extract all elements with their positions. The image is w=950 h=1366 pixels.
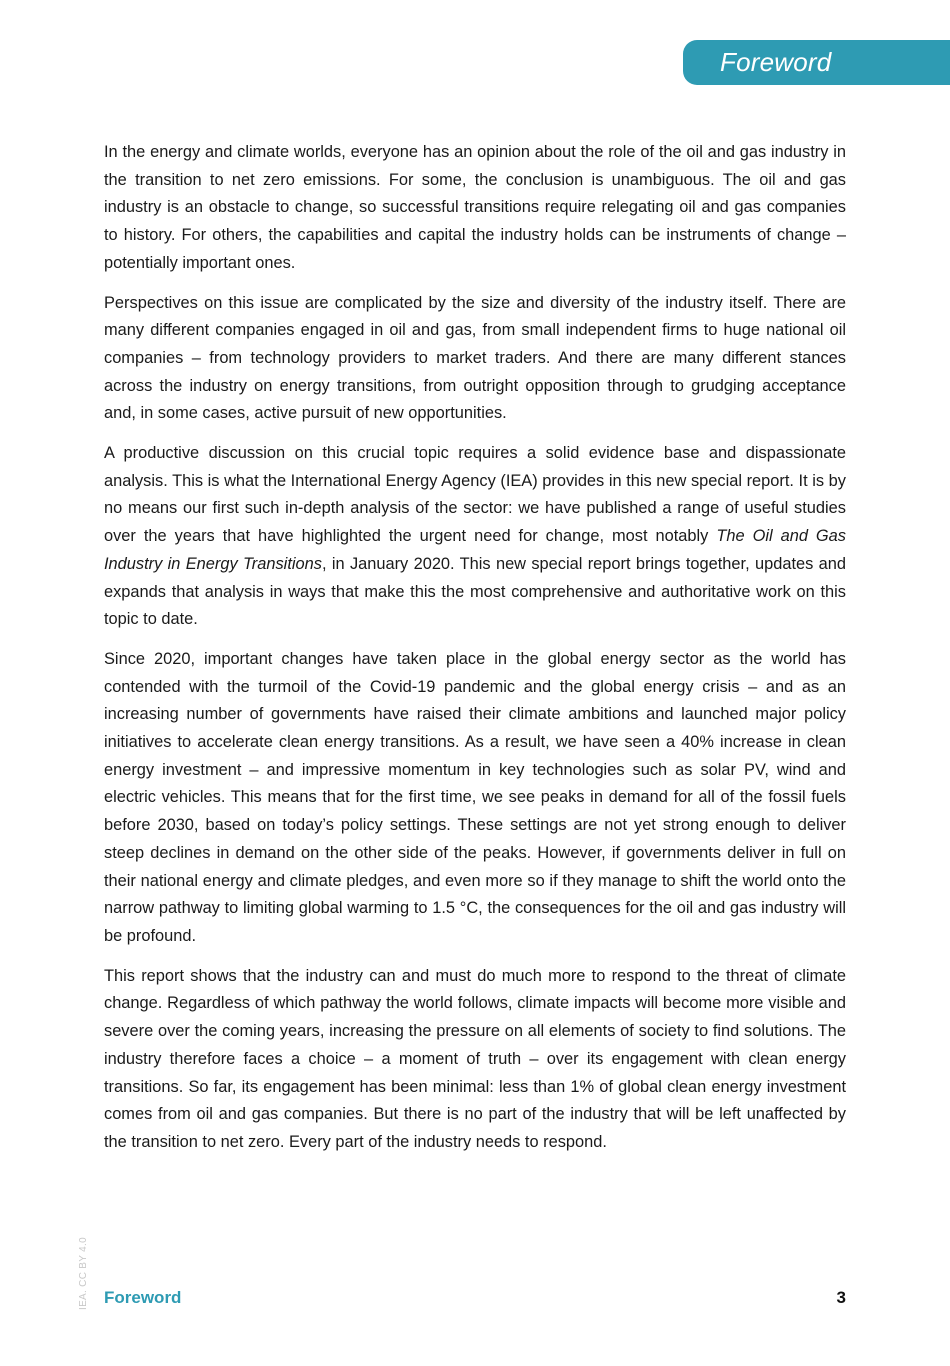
footer-section-label: Foreword	[104, 1288, 182, 1307]
license-credit: IEA. CC BY 4.0	[78, 1237, 89, 1310]
report-title-citation: The Oil and Gas Industry in Energy Transitions	[104, 527, 846, 573]
paragraph-3-text-after: , in January 2020. This new special report brings together, updates and expands that analysis in ways that make this the most comprehensive and authoritative work on this topic to date.	[104, 554, 846, 629]
page-number: 3	[836, 1288, 846, 1307]
paragraph-3	[104, 440, 846, 634]
paragraph-1: In the energy and climate worlds, everyone has an opinion about the role of the oil and gas industry in the transition to net zero emissions. For some, the conclusion is unambiguous. The oil and gas industry is an obstacle to change, so successful transitions require relegating oil and gas companies to history. For others, the capabilities and capital the industry holds can be instruments of change – potentially important ones.	[104, 143, 846, 272]
section-header-title: Foreword	[720, 47, 832, 77]
paragraph-4: Since 2020, important changes have taken place in the global energy sector as the world has contended with the turmoil of the Covid-19 pandemic and the global energy crisis – and as an increasing number of governments have raised their climate ambitions and launched major policy initiatives to accelerate clean energy transitions. As a result, we have seen a 40% increase in clean energy investment – and impressive momentum in key technologies such as solar PV, wind and electric vehicles. This means that for the first time, we see peaks in demand for all of the fossil fuels before 2030, based on today’s policy settings. These settings are not yet strong enough to deliver steep declines in demand on the other side of the peaks. However, if governments deliver in full on their national energy and climate pledges, and even more so if they manage to shift the world onto the narrow pathway to limiting global warming to 1.5 °C, the consequences for the oil and gas industry will be profound.	[104, 649, 846, 945]
paragraph-3-text-before: A productive discussion on this crucial topic requires a solid evidence base and dispassionate analysis. This is what the International Energy Agency (IEA) provides in this new special report. It is by no means our first such in-depth analysis of the sector: we have published a range of useful studies over the years that have highlighted the urgent need for change, most notably	[104, 444, 846, 546]
paragraph-5: This report shows that the industry can and must do much more to respond to the threat of climate change. Regardless of which pathway the world follows, climate impacts will become more visible and severe over the coming years, increasing the pressure on all elements of society to find solutions. The industry therefore faces a choice – a moment of truth – over its engagement with clean energy transitions. So far, its engagement has been minimal: less than 1% of global clean energy investment comes from oil and gas companies. But there is no part of the industry that will be left unaffected by the transition to net zero. Every part of the industry needs to respond.	[104, 966, 846, 1151]
paragraph-2: Perspectives on this issue are complicated by the size and diversity of the industry itself. There are many different companies engaged in oil and gas, from small independent firms to huge national oil companies – from technology providers to market traders. And there are many different stances across the industry on energy transitions, from outright opposition through to grudging acceptance and, in some cases, active pursuit of new opportunities.	[104, 293, 846, 423]
section-header-tab	[683, 40, 950, 85]
foreword-body	[104, 139, 846, 1169]
